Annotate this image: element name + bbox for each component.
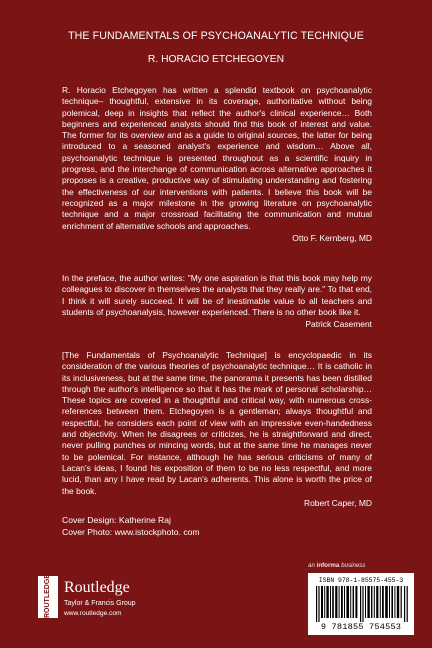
book-title: THE FUNDAMENTALS OF PSYCHOANALYTIC TECHNIQUE xyxy=(68,30,364,42)
informa-suffix: business xyxy=(341,562,366,569)
quote-attribution: Robert Caper, MD xyxy=(304,497,372,508)
publisher-website: www.routledge.com xyxy=(64,610,122,617)
barcode-panel xyxy=(308,573,414,635)
endorsement-quote xyxy=(62,350,372,509)
quote-text: In the preface, the author writes: "My one aspiration is that this book may help my colleagues to discover in themselves the analysts that they really are." To that end, I think it will surely succeed. It will be of inestimable value to all teachers and students of psychoanalysis, however experienced. There is no other book like it. xyxy=(62,273,372,317)
cover-credits xyxy=(62,515,200,538)
isbn-text: ISBN 978-1-85575-455-3 xyxy=(318,577,404,584)
endorsement-quote xyxy=(62,273,372,330)
informa-brand: informa xyxy=(316,562,340,569)
cover-design-credit xyxy=(62,515,200,527)
author-name: R. HORACIO ETCHEGOYEN xyxy=(147,54,285,65)
routledge-logo-icon: ROUTLEDGE xyxy=(38,576,58,618)
quote-text: R. Horacio Etchegoyen has written a splendid textbook on psychoanalytic technique– thoughtful, extensive in its coverage, authoritative without being polemical, deep in insights that reflect the author's clinical experience… Both beginners and experienced analysts should find this book of interest and value. The former for its overview and as a guide to original sources, the latter for being introduced to a seasoned analyst's experience and wisdom… Above all, psychoanalytic technique is presented throughout as a scientific inquiry in progress, and the interchange of communication across alternative approaches it proposes is a creative, productive way of stimulating understanding and fostering the effectiveness of our interventions with patients. I believe this book will be recognized as a major milestone in the growing literature on psychoanalytic technique and a major crossroad facilitating the communication and mutual enrichment of alternative schools and approaches. xyxy=(62,85,372,231)
barcode-digits: 9 781855 754553 xyxy=(320,622,402,632)
quote-attribution: Patrick Casement xyxy=(305,319,372,330)
informa-business-tag xyxy=(308,562,365,569)
publisher-group: Taylor & Francis Group xyxy=(64,600,136,607)
endorsement-quote xyxy=(62,85,372,244)
publisher-name: Routledge xyxy=(64,579,130,596)
quote-text: [The Fundamentals of Psychoanalytic Technique] is encyclopaedic in its consideration of the various theories of psychoanalytic technique… It is catholic in its inclusiveness, but at the same time, the panorama it presents has been distilled through the author's intelligence so that it has the mark of personal scholarship… These topics are covered in a thoughtful and critical way, with numerous cross-references between them. Etchegoyen is a gentleman; always thoughtful and respectful, he considers each point of view with an impressive even-handedness and objectivity. When he disagrees or criticizes, he is straightforward and direct, never pulling punches or mincing words, but at the same time he manages never to be polemical. For instance, although he has serious criticisms of many of Lacan's ideas, I found his exposition of them to be no less respectful, and more lucid, than any I have read by Lacan's adherents. This alone is worth the price of the book. xyxy=(62,350,372,496)
cover-design-value: Katherine Raj xyxy=(118,515,171,525)
barcode-icon xyxy=(316,586,408,622)
cover-photo-label: Cover Photo: xyxy=(62,526,113,537)
publisher-block xyxy=(38,576,178,626)
cover-design-label: Cover Design: xyxy=(62,515,117,525)
cover-photo-credit xyxy=(62,527,200,539)
cover-photo-value: www.istockphoto. com xyxy=(114,526,200,537)
quote-attribution: Otto F. Kernberg, MD xyxy=(292,232,372,243)
informa-prefix: an xyxy=(308,562,315,569)
